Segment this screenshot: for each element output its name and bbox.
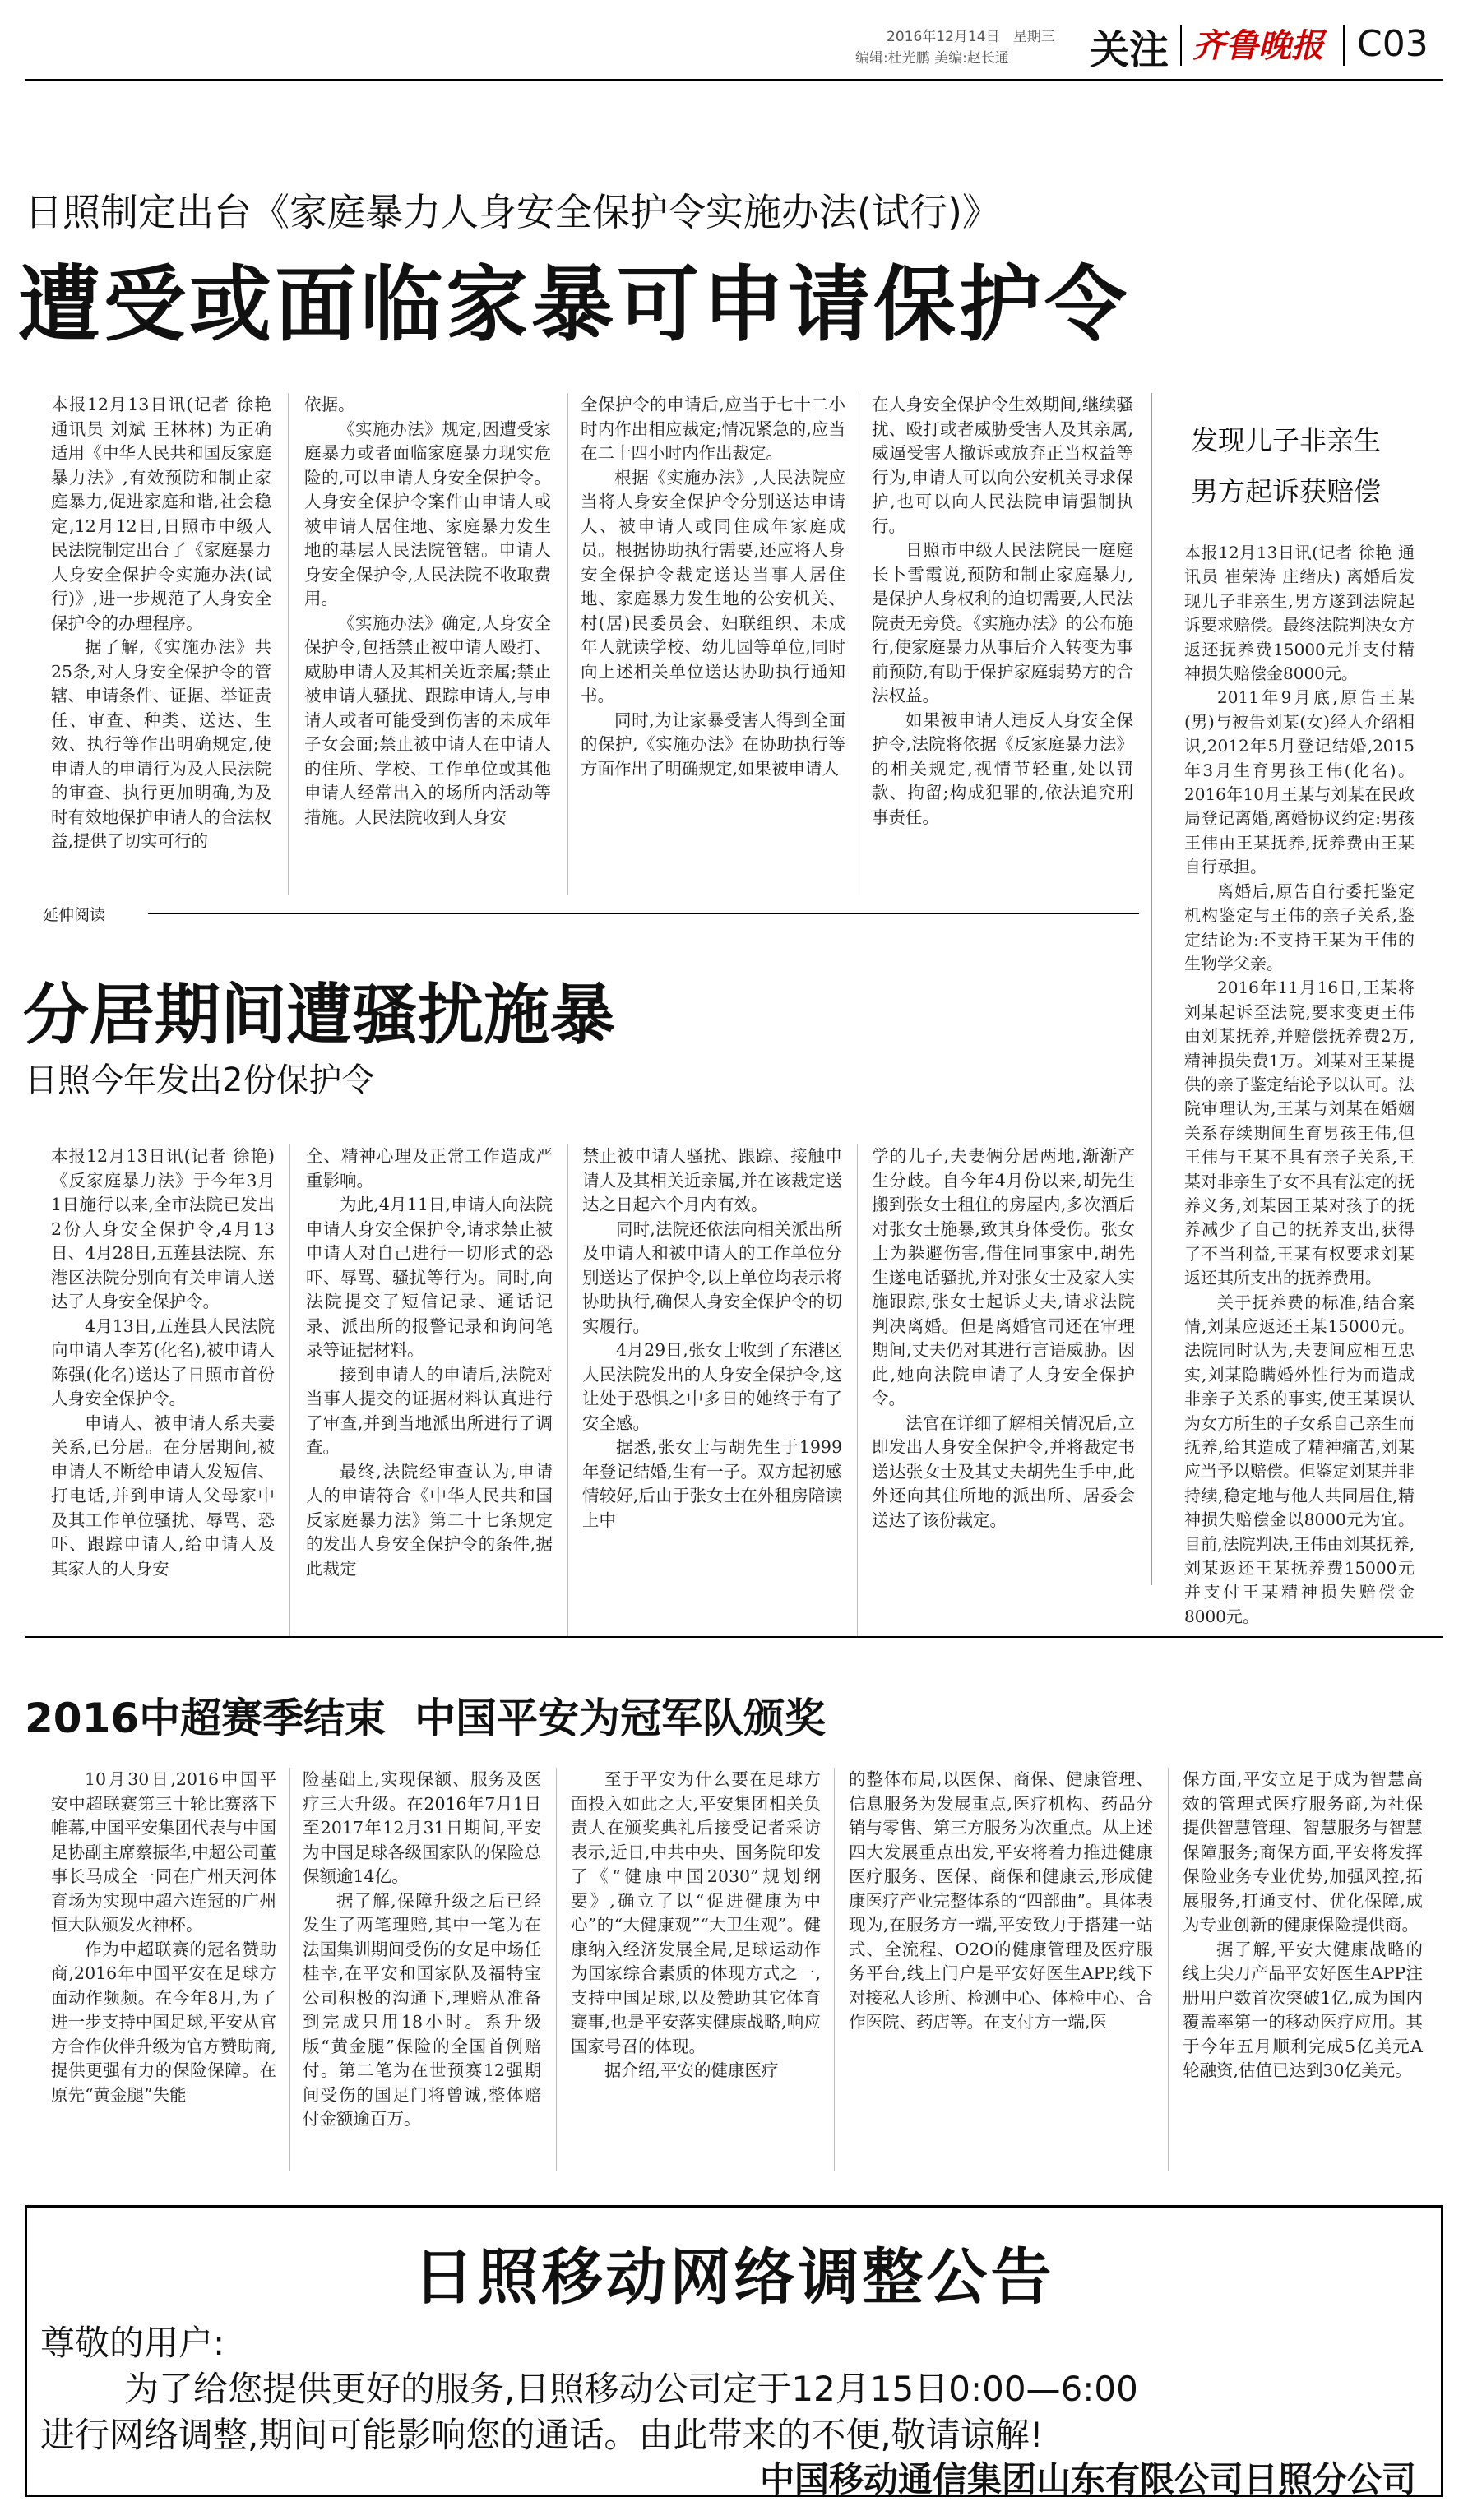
notice-line: 进行网络调整,期间可能影响您的通话。由此带来的不便,敬请谅解!: [40, 2415, 1044, 2455]
article-column: [304, 393, 551, 901]
paragraph: 据了解,平安大健康战略的线上尖刀产品平安好医生APP注册用户数首次突破1亿,成为国内覆盖率第一的移动医疗应用。其于今年五月顺利完成5亿美元A轮融资,估值已达到30亿美元。: [1183, 1939, 1423, 2080]
article-column: [872, 393, 1133, 901]
paper-logo: 齐鲁晚报: [1192, 26, 1324, 65]
date: 2016年12月14日: [887, 29, 1000, 45]
column-rule: [556, 1768, 557, 2171]
paragraph: 申请人、被申请人系夫妻关系,已分居。在分居期间,被申请人不断给申请人发短信、打电话,并到申请人父母家中及其工作单位骚扰、辱骂、恐吓、跟踪申请人,给申请人及其家人的人身安: [51, 1413, 275, 1579]
paragraph: 4月13日,五莲县人民法院向申请人李芳(化名),被申请人陈强(化名)送达了日照市首份人身安全保护令。: [51, 1315, 275, 1408]
column-rule: [288, 393, 289, 895]
paragraph: 保方面,平安立足于成为智慧高效的管理式医疗服务商,为社保提供智慧管理、智慧服务与智慧保障服务;商保方面,平安将发挥保险业务专业优势,加强风控,拓展服务,打通支付、优化保障,成为专业创新的健康保险提供商。: [1183, 1769, 1423, 1935]
paragraph: 《实施办法》确定,人身安全保护令,包括禁止被申请人殴打、威胁申请人及其相关近亲属;禁止被申请人骚扰、跟踪申请人,与申请人或者可能受到伤害的未成年子女会面;禁止被申请人在申请人的住所、学校、工作单位或其他申请人经常出入的场所内活动等措施。人民法院收到人身安: [304, 613, 551, 827]
paragraph: 关于抚养费的标准,结合案情,刘某应返还王某15000元。法院同时认为,夫妻间应相互忠实,刘某隐瞒婚外性行为而造成非亲子关系的事实,使王某误认为女方所生的子女系自己亲生而抚养,给其造成了精神痛苦,刘某应当予以赔偿。但鉴定刘某并非持续,稳定地与他人共同居住,精神损失赔偿金以8000元为宜。目前,法院判决,王伟由刘某抚养,刘某返还王某抚养费15000元并支付王某精神损失赔偿金8000元。: [1184, 1292, 1415, 1626]
article-column: [303, 1768, 541, 2179]
headline: 分居期间遭骚扰施暴: [23, 977, 615, 1053]
paragraph: 在人身安全保护令生效期间,继续骚扰、殴打或者威胁受害人及其亲属,威逼受害人撤诉或放弃正当权益等行为,申请人可以向公安机关寻求保护,也可以向人民法院申请强制执行。: [872, 395, 1133, 536]
sidebar-rule: [1151, 393, 1152, 1585]
paragraph: 学的儿子,夫妻俩分居两地,渐渐产生分歧。自今年4月份以来,胡先生搬到张女士租住的房屋内,多次酒后对张女士施暴,致其身体受伤。张女士为躲避伤害,借住同事家中,胡先生遂电话骚扰,并对张女士及家人实施跟踪,张女士起诉丈夫,请求法院判决离婚。但是离婚官司还在审理期间,丈夫仍对其进行言语威胁。因此,她向法院申请了人身安全保护令。: [872, 1146, 1135, 1408]
page-number: C03: [1357, 23, 1429, 65]
paragraph: 险基础上,实现保额、服务及医疗三大升级。在2016年7月1日至2017年12月31日期间,平安为中国足球各级国家队的保险总保额逾14亿。: [303, 1769, 541, 1886]
paragraph: 据介绍,平安的健康医疗: [604, 2060, 779, 2080]
paragraph: 接到申请人的申请后,法院对当事人提交的证据材料认真进行了审查,并到当地派出所进行了调查。: [306, 1364, 553, 1457]
notice-box: [25, 2205, 1443, 2497]
paragraph: 最终,法院经审查认为,申请人的申请符合《中华人民共和国反家庭暴力法》第二十七条规定的发出人身安全保护令的条件,据此裁定: [306, 1461, 553, 1579]
column-rule: [567, 393, 568, 895]
paragraph: 2016年11月16日,王某将刘某起诉至法院,要求变更王伟由刘某抚养,并赔偿抚养费2万,精神损失费1万。刘某对王某提供的亲子鉴定结论予以认可。法院审理认为,王某与刘某在婚姻关系存续期间生育男孩王伟,但王伟与王某不具有亲子关系,王某对非亲生子女不具有法定的抚养义务,刘某因王某对孩子的抚养减少了自己的抚养支出,获得了不当利益,王某有权要求刘某返还其所支出的抚养费用。: [1184, 978, 1415, 1288]
column-rule: [289, 1768, 290, 2171]
paragraph: 离婚后,原告自行委托鉴定机构鉴定与王伟的亲子关系,鉴定结论为:不支持王某为王伟的生物学父亲。: [1184, 881, 1415, 973]
paragraph: 据了解,《实施办法》共25条,对人身安全保护令的管辖、申请条件、证据、举证责任、审查、种类、送达、生效、执行等作出明确规定,使申请人的申请行为及人民法院的审查、执行更加明确,为及时有效地保护申请人的合法权益,提供了切实可行的: [51, 637, 271, 851]
column-rule: [1168, 1768, 1169, 2171]
article-column: [849, 1768, 1153, 2179]
paragraph: 本报12月13日讯(记者 徐艳 通讯员 刘斌 王林林) 为正确适用《中华人民共和国反家庭暴力法》,有效预防和制止家庭暴力,促进家庭和谐,社会稳定,12月12日,日照市中级人民法院制定出台了《家庭暴力人身安全保护令实施办法(试行)》,进一步规范了人身安全保护令的办理程序。: [51, 395, 271, 633]
paragraph: 2011年9月底,原告王某(男)与被告刘某(女)经人介绍相识,2012年5月登记结婚,2015年3月生育男孩王伟(化名)。2016年10月王某与刘某在民政局登记离婚,离婚协议约定:男孩王伟由王某抚养,抚养费由王某自行承担。: [1184, 687, 1415, 877]
column-rule: [289, 1144, 290, 1638]
paragraph: 同时,为让家暴受害人得到全面的保护,《实施办法》在协助执行等方面作出了明确规定,如果被申请人: [581, 710, 845, 779]
article-column: [582, 1144, 842, 1648]
header-rule: [25, 79, 1443, 81]
column-rule: [857, 1144, 858, 1638]
article-column: [581, 393, 845, 901]
paragraph: 至于平安为什么要在足球方面投入如此之大,平安集团相关负责人在颁奖典礼后接受记者采访表示,近日,中共中央、国务院印发了《“健康中国2030”规划纲要》,确立了以“促进健康为中心”的“大健康观”“大卫生观”。健康纳入经济发展全局,足球运动作为国家综合素质的体现方式之一,支持中国足球,以及赞助其它体育赛事,也是平安落实健康战略,响应国家号召的体现。: [571, 1769, 821, 2056]
kicker: 日照制定出台《家庭暴力人身安全保护令实施办法(试行)》: [25, 190, 1000, 234]
article-column: [571, 1768, 821, 2179]
paragraph: 同时,法院还依法向相关派出所及申请人和被申请人的工作单位分别送达了保护令,以上单位均表示将协助执行,确保人身安全保护令的切实履行。: [582, 1218, 842, 1336]
editors: 编辑:杜光鹏 美编:赵长通: [855, 50, 1009, 67]
paragraph: 根据《实施办法》,人民法院应当将人身安全保护令分别送达申请人、被申请人或同住成年家庭成员。根据协助执行需要,还应将人身安全保护令裁定送达当事人居住地、家庭暴力发生地的公安机关、村(居)民委员会、妇联组织、未成年人就读学校、幼儿园等单位,同时向上述相关单位送达协助执行通知书。: [581, 467, 845, 705]
article-column: [51, 393, 271, 901]
notice-line: 为了给您提供更好的服务,日照移动公司定于12月15日0:00—6:00: [124, 2369, 1138, 2409]
article-column: [306, 1144, 553, 1648]
paragraph: 《实施办法》规定,因遭受家庭暴力或者面临家庭暴力现实危险的,可以申请人身安全保护令。人身安全保护令案件由申请人或被申请人居住地、家庭暴力发生地的基层人民法院管辖。申请人身安全保护令,人民法院不收取费用。: [304, 418, 551, 608]
article-column: [1183, 1768, 1423, 2179]
subhead: 日照今年发出2份保护令: [25, 1061, 375, 1099]
paragraph: 10月30日,2016中国平安中超联赛第三十轮比赛落下帷幕,中国平安集团代表与中国足协副主席蔡振华,中超公司董事长马成全一同在广州天河体育场为实现中超六连冠的广州恒大队颁发火神杯。: [51, 1769, 276, 1935]
column-rule: [834, 1768, 835, 2171]
extended-reading-tag: 延伸阅读: [43, 906, 106, 924]
paragraph: 如果被申请人违反人身安全保护令,法院将依据《反家庭暴力法》的相关规定,视情节轻重,处以罚款、拘留;构成犯罪的,依法追究刑事责任。: [872, 710, 1133, 827]
article-column: [872, 1144, 1135, 1648]
section-rule: [25, 1636, 1443, 1638]
paragraph: 全保护令的申请后,应当于七十二小时内作出相应裁定;情况紧急的,应当在二十四小时内作出裁定。: [581, 395, 845, 463]
paragraph: 作为中超联赛的冠名赞助商,2016年中国平安在足球方面动作频频。在今年8月,为了进一步支持中国足球,平安从官方合作伙伴升级为官方赞助商,提供更强有力的保险保障。在原先“黄金腿”失能: [51, 1939, 276, 2105]
notice-salutation: 尊敬的用户:: [40, 2323, 225, 2363]
headline: 2016中超赛季结束 中国平安为冠军队颁奖: [25, 1695, 826, 1742]
article-column: [51, 1144, 275, 1648]
paragraph: 禁止被申请人骚扰、跟踪、接触申请人及其相关近亲属,并在该裁定送达之日起六个月内有效。: [582, 1146, 842, 1214]
paragraph: 本报12月13日讯(记者 徐艳) 《反家庭暴力法》于今年3月1日施行以来,全市法院已发出2份人身安全保护令,4月13日、4月28日,五莲县法院、东港区法院分别向有关申请人送达了人身安全保护令。: [51, 1146, 275, 1311]
paragraph: 的整体布局,以医保、商保、健康管理、信息服务为发展重点,医疗机构、药品分销与零售、第三方服务为次重点。从上述四大发展重点出发,平安将着力推进健康医疗服务、医保、商保和健康云,形成健康医疗产业完整体系的“四部曲”。具体表现为,在服务方一端,平安致力于搭建一站式、全流程、O2O的健康管理及医疗服务平台,线上门户是平安好医生APP,线下对接私人诊所、检测中心、体检中心、合作医院、药店等。在支付方一端,医: [849, 1769, 1153, 2032]
divider: [1343, 25, 1345, 66]
sidebar-body: [1184, 541, 1415, 1626]
paragraph: 据了解,保障升级之后已经发生了两笔理赔,其中一笔为在法国集训期间受伤的女足中场任桂幸,在平安和国家队及福特宝公司积极的沟通下,理赔从准备到完成只用18小时。系升级版“黄金腿”保险的全国首例赔付。第二笔为在世预赛12强期间受伤的国足门将曾诚,整体赔付金额逾百万。: [303, 1890, 541, 2129]
notice-signature: 中国移动通信集团山东有限公司日照分公司: [759, 2459, 1416, 2499]
paragraph: 本报12月13日讯(记者 徐艳 通讯员 崔荣涛 庄绪庆) 离婚后发现儿子非亲生,男方遂到法院起诉要求赔偿。最终法院判决女方返还抚养费15000元并支付精神损失赔偿金8000元。: [1184, 543, 1415, 684]
paragraph: 全、精神心理及正常工作造成严重影响。: [306, 1146, 553, 1191]
divider: [1180, 25, 1182, 66]
article-column: [51, 1768, 276, 2179]
paragraph: 4月29日,张女士收到了东港区人民法院发出的人身安全保护令,这让处于恐惧之中多日的她终于有了安全感。: [582, 1340, 842, 1433]
paragraph: 法官在详细了解相关情况后,立即发出人身安全保护令,并将裁定书送达张女士及其丈夫胡先生手中,此外还向其住所地的派出所、居委会送达了该份裁定。: [872, 1413, 1135, 1530]
notice-title: 日照移动网络调整公告: [413, 2242, 1055, 2313]
paragraph: 依据。: [304, 395, 355, 414]
tag-box: [25, 903, 148, 924]
headline: 遭受或面临家暴可申请保护令: [18, 257, 1130, 353]
paragraph: 据悉,张女士与胡先生于1999年登记结婚,生有一子。双方起初感情较好,后由于张女士在外租房陪读上中: [582, 1437, 842, 1530]
issue-date: [887, 25, 1055, 45]
sidebar-title: 发现儿子非亲生: [1191, 424, 1381, 456]
weekday: 星期三: [1012, 29, 1055, 45]
paragraph: 日照市中级人民法院民一庭庭长卜雪霞说,预防和制止家庭暴力,是保护人身权利的迫切需要,人民法院责无旁贷。《实施办法》的公布施行,使家庭暴力从事后介入转变为事前预防,有助于保护家庭弱势方的合法权益。: [872, 540, 1133, 705]
sidebar-title: 男方起诉获赔偿: [1191, 475, 1381, 507]
column-rule: [567, 1144, 568, 1638]
paragraph: 为此,4月11日,申请人向法院申请人身安全保护令,请求禁止被申请人对自己进行一切形式的恐吓、辱骂、骚扰等行为。同时,向法院提交了短信记录、通话记录、派出所的报警记录和询问笔录等证据材料。: [306, 1195, 553, 1360]
section-rule: [25, 913, 1139, 914]
section-title: 关注: [1090, 27, 1169, 73]
